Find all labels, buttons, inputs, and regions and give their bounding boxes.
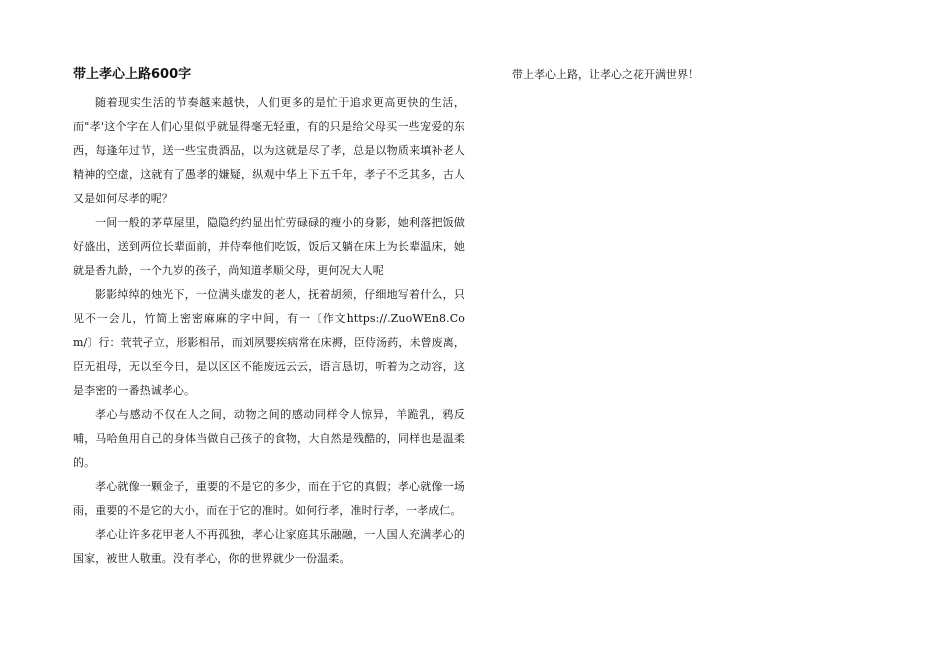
paragraph-1: 随着现实生活的节奏越来越快，人们更多的是忙于追求更高更快的生活，而"孝'这个字在人们心里似乎就显得毫无轻重，有的只是给父母买一些宠爱的东西，每逢年过节，送一些宝贵酒品，以为这就是尽了孝，总是以物质来填补老人精神的空虚，这就有了愚孝的嫌疑，纵观中华上下五千年，孝子不乏其多，古人又是如何尽孝的呢？ xyxy=(73,96,465,205)
closing-line: 带上孝心上路，让孝心之花开满世界！ xyxy=(512,68,699,81)
paragraph-2: 一间一般的茅草屋里，隐隐约约显出忙劳碌碌的瘦小的身影，她利落把饭做好盛出，送到两位长辈面前，并侍奉他们吃饭，饭后又躺在床上为长辈温床，她就是香九龄，一个九岁的孩子，尚知道孝顺父母，更何况大人呢 xyxy=(73,216,465,277)
paragraph-3: 影影绰绰的烛光下，一位满头虚发的老人，抚着胡须，仔细地写着什么，只见不一会儿，竹简上密密麻麻的字中间，有一〔作文https://.ZuoWEn8.Com/〕行：茕茕孑立，形影相吊，而刘夙婴疾病常在床褥，臣侍汤药，未曾废离，臣无祖母，无以至今日，是以区区不能废远云云，语言恳切，听着为之动容，这是李密的一番热诚孝心。 xyxy=(73,288,465,397)
left-column xyxy=(73,66,465,571)
paragraph-6: 孝心让许多花甲老人不再孤独，孝心让家庭其乐融融，一人国人充满孝心的国家，被世人敬重。没有孝心，你的世界就少一份温柔。 xyxy=(73,528,465,565)
right-column xyxy=(512,66,872,84)
essay-title: 带上孝心上路600字 xyxy=(73,67,192,82)
paragraph-4: 孝心与感动不仅在人之间，动物之间的感动同样令人惊异，羊跪乳，鸦反哺，马哈鱼用自己的身体当做自己孩子的食物，大自然是残酷的，同样也是温柔的。 xyxy=(73,408,465,469)
paragraph-5: 孝心就像一颗金子，重要的不是它的多少，而在于它的真假；孝心就像一场雨，重要的不是它的大小，而在于它的准时。如何行孝，准时行孝，一孝成仁。 xyxy=(73,480,465,517)
